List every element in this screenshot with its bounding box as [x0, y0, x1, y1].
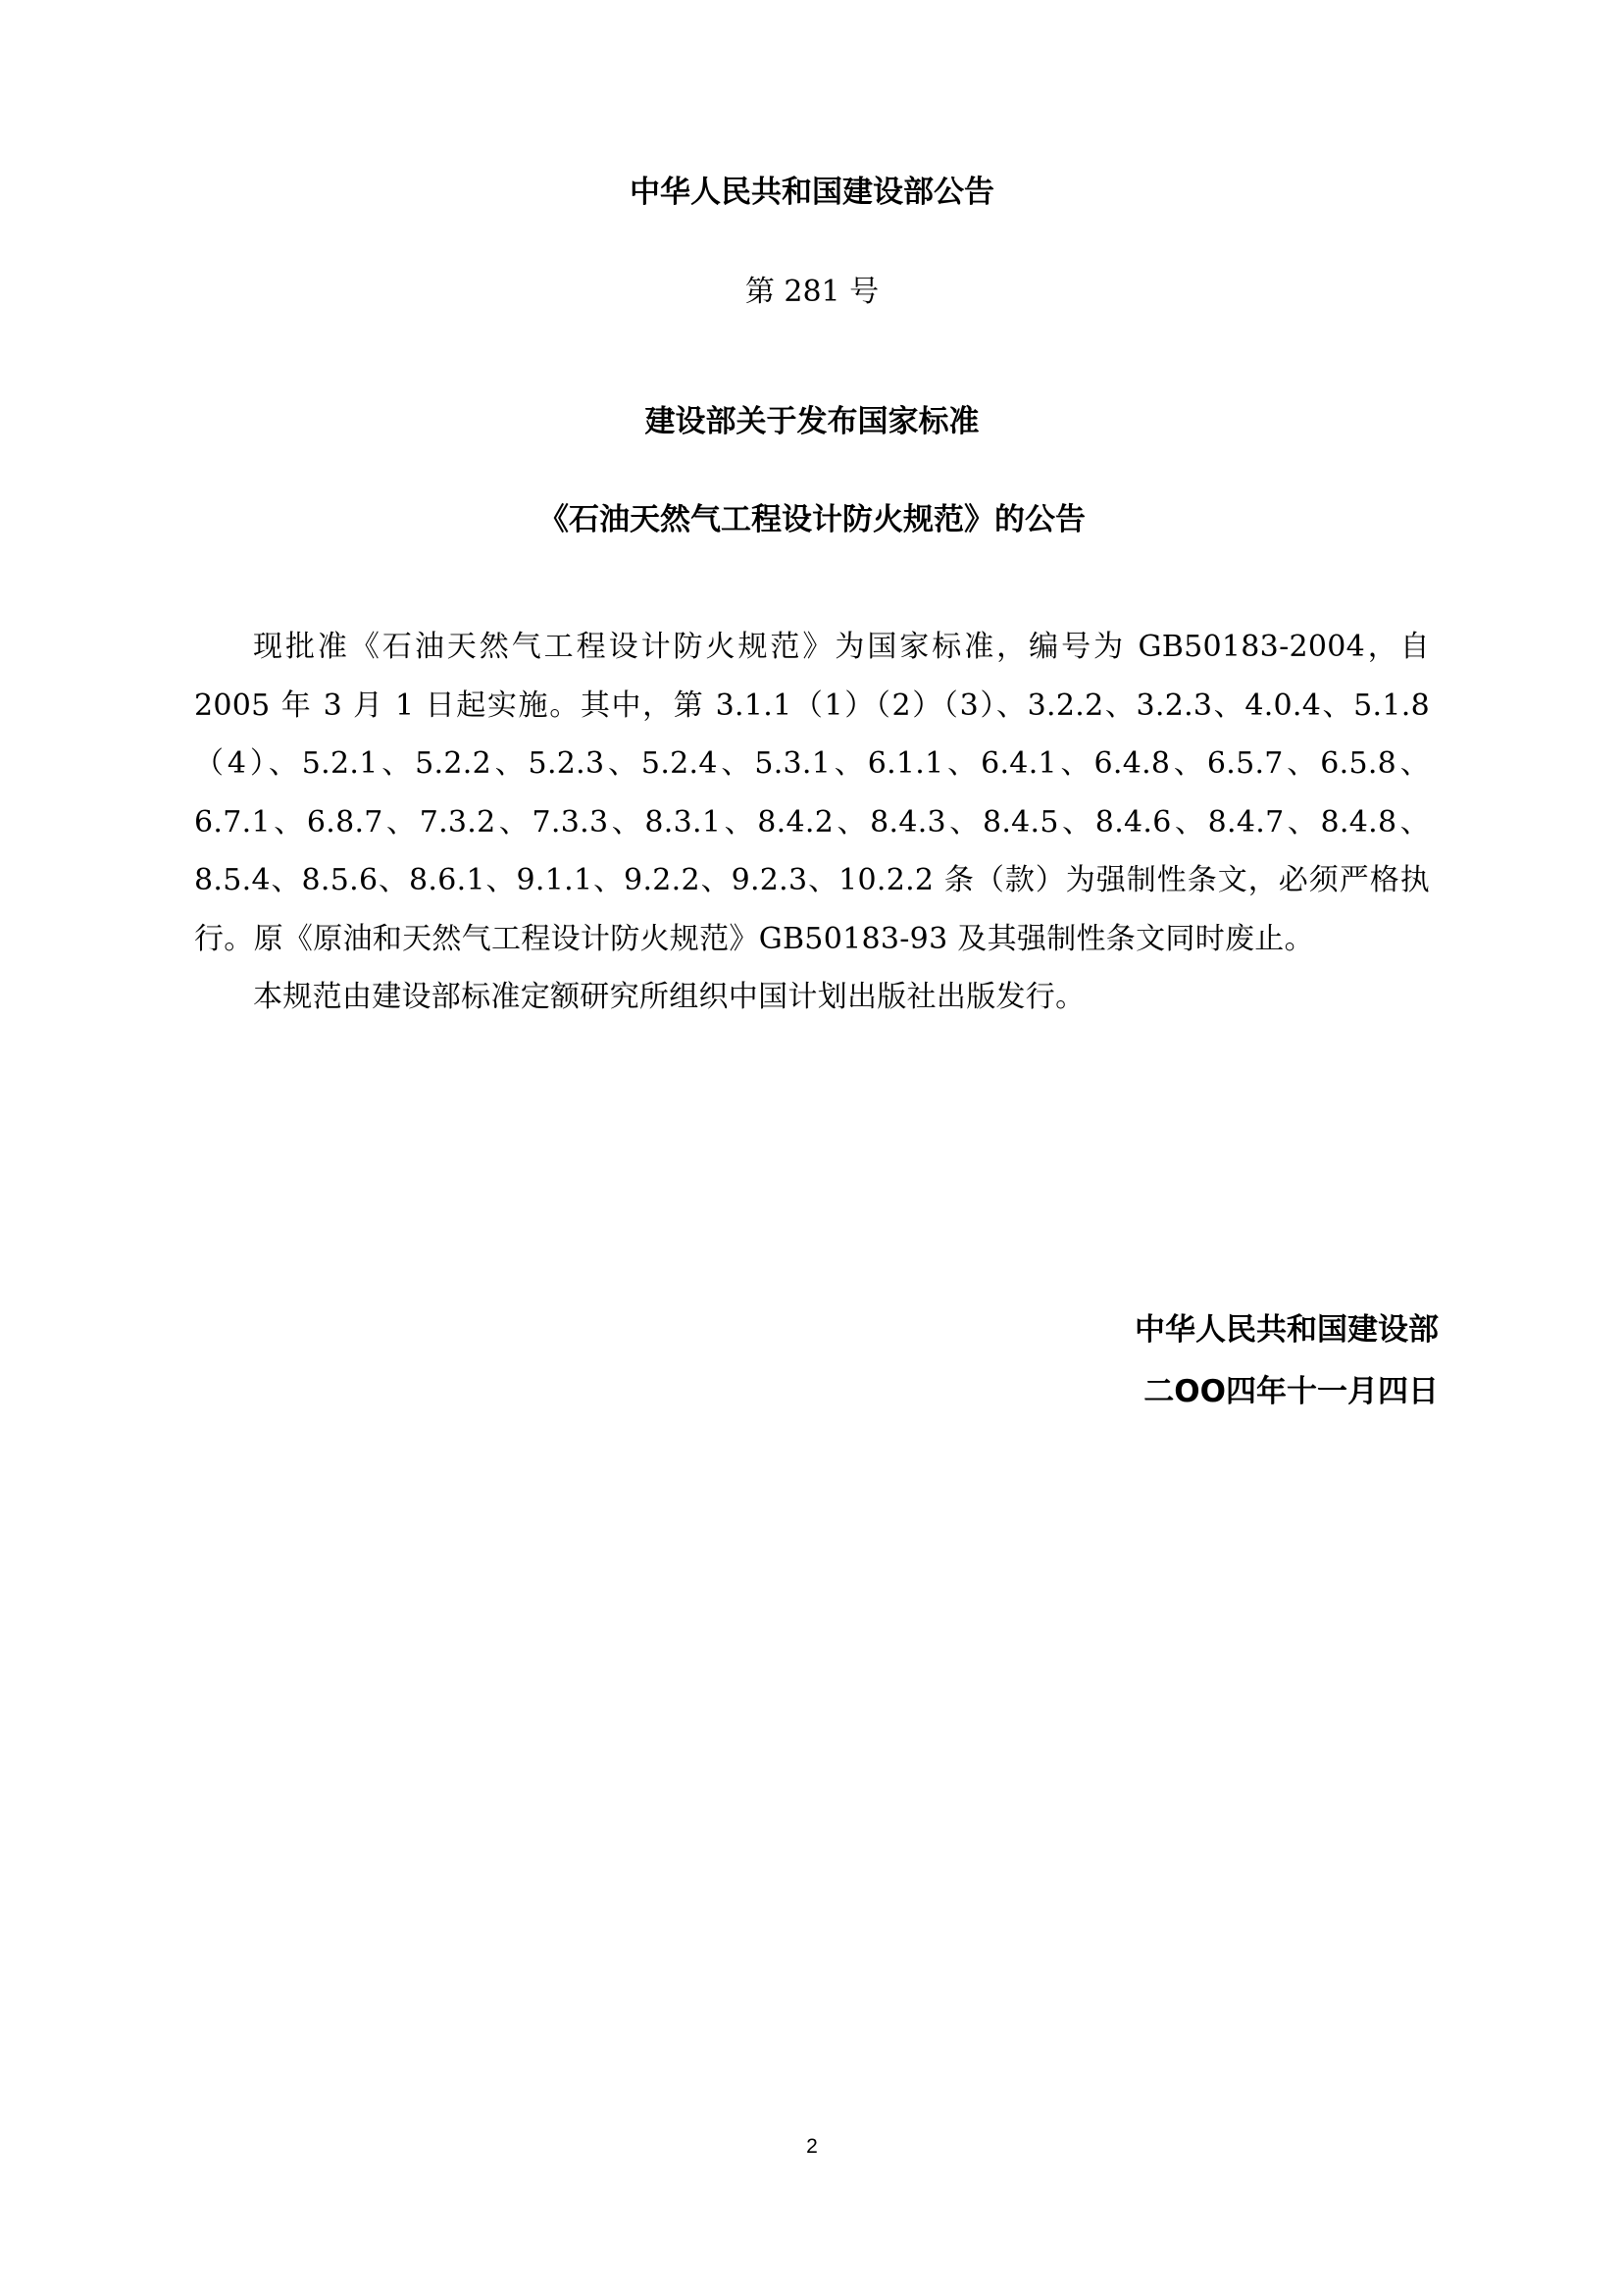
- issuer-title: 中华人民共和国建设部公告: [630, 175, 994, 210]
- body-paragraph-1: 现批准《石油天然气工程设计防火规范》为国家标准，编号为 GB50183-2004，自 2005 年 3 月 1 日起实施。其中，第 3.1.1（1）（2）（3）、3.2.2、3.2.3、4.0.4、5.1.8（4）、5.2.1、5.2.2、5.2.3、5.2.4、5.3.1、6.1.1、6.4.1、6.4.8、6.5.7、6.5.8、6.7.1、6.8.7、7.3.2、7.3.3、8.3.1、8.4.2、8.4.3、8.4.5、8.4.6、8.4.7、8.4.8、8.5.4、8.5.6、8.6.1、9.1.1、9.2.2、9.2.3、10.2.2 条（款）为强制性条文，必须严格执行。原《原油和天然气工程设计防火规范》GB50183-93 及其强制性条文同时废止。: [194, 630, 1430, 956]
- page-number: 2: [806, 2135, 818, 2158]
- signature-organization: 中华人民共和国建设部: [1135, 1312, 1439, 1348]
- body-paragraph-2: 本规范由建设部标准定额研究所组织中国计划出版社出版发行。: [253, 980, 1086, 1014]
- signature-date: 二OO四年十一月四日: [1143, 1374, 1439, 1409]
- announcement-number: 第 281 号: [744, 275, 880, 309]
- announcement-body: [194, 618, 1430, 1027]
- subject-line-2: 《石油天然气工程设计防火规范》的公告: [538, 502, 1086, 537]
- subject-line-1: 建设部关于发布国家标准: [644, 404, 980, 439]
